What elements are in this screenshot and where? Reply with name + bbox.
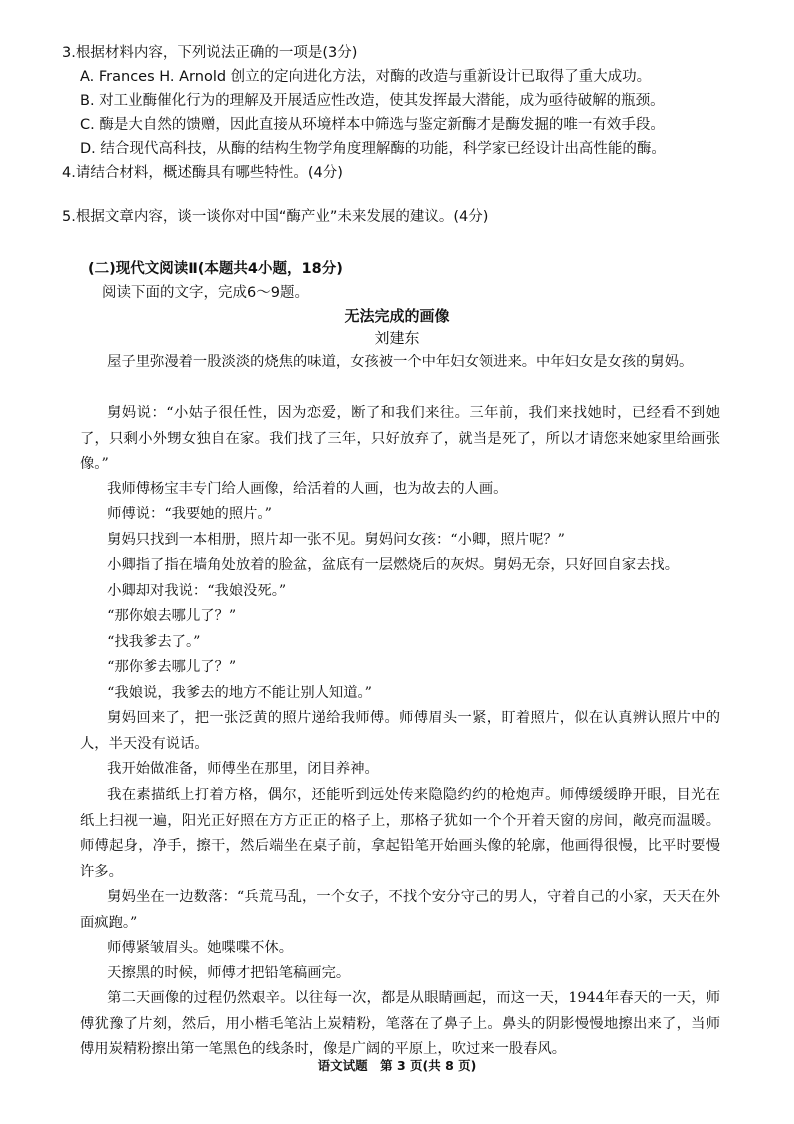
section-instruction: 阅读下面的文字，完成6～9题。 xyxy=(102,285,309,301)
paragraph-3: 我师傅杨宝丰专门给人画像，给活着的人画，也为故去的人画。 xyxy=(107,481,508,497)
question-3-option-c: C. 酶是大自然的馈赠，因此直接从环境样本中筛选与鉴定新酶才是酶发掘的唯一有效手段。 xyxy=(80,117,665,133)
paragraph-11: “我娘说，我爹去的地方不能让别人知道。” xyxy=(107,685,372,701)
paragraph-8: “那你娘去哪儿了？” xyxy=(107,608,237,624)
paragraph-1: 屋子里弥漫着一股淡淡的烧焦的味道，女孩被一个中年妇女领进来。中年妇女是女孩的舅妈。 xyxy=(107,354,694,370)
question-3-option-a: A. Frances H. Arnold 创立的定向进化方法，对酶的改造与重新设计已取得了重大成功。 xyxy=(80,69,652,85)
paragraph-6: 小卿指了指在墙角处放着的脸盆，盆底有一层燃烧后的灰烬。舅妈无奈，只好回自家去找。 xyxy=(107,557,680,573)
question-3-stem: 3.根据材料内容，下列说法正确的一项是(3分) xyxy=(62,45,358,61)
paragraph-13: 我开始做准备，师傅坐在那里，闭目养神。 xyxy=(107,761,379,777)
question-5: 5.根据文章内容，谈一谈你对中国“酶产业”未来发展的建议。(4分) xyxy=(62,209,489,225)
paragraph-9: “找我爹去了。” xyxy=(107,634,201,650)
paragraph-15: 舅妈坐在一边数落：“兵荒马乱，一个女子，不找个安分守己的男人，守着自己的小家，天天在外面疯跑。” xyxy=(80,889,720,931)
page-footer: 语文试题 第 3 页(共 8 页) xyxy=(317,1058,477,1073)
paragraph-14: 我在素描纸上打着方格，偶尔，还能听到远处传来隐隐约约的枪炮声。师傅缓缓睁开眼，目光在纸上扫视一遍，阳光正好照在方方正正的格子上，那格子犹如一个个开着天窗的房间，敞亮而温暖。师傅起身，净手，擦干，然后端坐在桌子前，拿起铅笔开始画头像的轮廓，他画得很慢，比平时要慢许多。 xyxy=(80,787,720,880)
paragraph-17: 天擦黑的时候，师傅才把铅笔稿画完。 xyxy=(107,965,351,981)
paragraph-5: 舅妈只找到一本相册，照片却一张不见。舅妈问女孩：“小卿，照片呢？” xyxy=(107,532,565,548)
paragraph-7: 小卿却对我说：“我娘没死。” xyxy=(107,583,287,599)
paragraph-12: 舅妈回来了，把一张泛黄的照片递给我师傅。师傅眉头一紧，盯着照片，似在认真辨认照片中的人，半天没有说话。 xyxy=(80,710,720,752)
paragraph-2: 舅妈说：“小姑子很任性，因为恋爱，断了和我们来往。三年前，我们来找她时，已经看不到她了，只剩小外甥女独自在家。我们找了三年，只好放弃了，就当是死了，所以才请您来她家里给画张像。” xyxy=(80,405,720,472)
paragraph-4: 师傅说：“我要她的照片。” xyxy=(107,506,272,522)
section-heading: (二)现代文阅读Ⅱ(本题共4小题，18分) xyxy=(88,261,343,277)
article-title: 无法完成的画像 xyxy=(344,307,450,325)
question-3-option-d: D. 结合现代高科技，从酶的结构生物学角度理解酶的功能，科学家已经设计出高性能的酶。 xyxy=(80,141,666,157)
paragraph-10: “那你爹去哪儿了？” xyxy=(107,659,237,675)
paragraph-18: 第二天画像的过程仍然艰辛。以往每一次，都是从眼睛画起，而这一天，1944年春天的一天，师傅犹豫了片刻，然后，用小楷毛笔沾上炭精粉，笔落在了鼻子上。鼻头的阴影慢慢地擦出来了，当师傅用炭精粉擦出第一笔黑色的线条时，像是广阔的平原上，吹过来一股春风。 xyxy=(80,990,720,1057)
question-4: 4.请结合材料，概述酶具有哪些特性。(4分) xyxy=(62,165,343,181)
article-author: 刘建东 xyxy=(374,329,420,347)
paragraph-16: 师傅紧皱眉头。她喋喋不休。 xyxy=(107,940,294,956)
question-3-option-b: B. 对工业酶催化行为的理解及开展适应性改造，使其发挥最大潜能，成为亟待破解的瓶颈。 xyxy=(80,93,665,109)
